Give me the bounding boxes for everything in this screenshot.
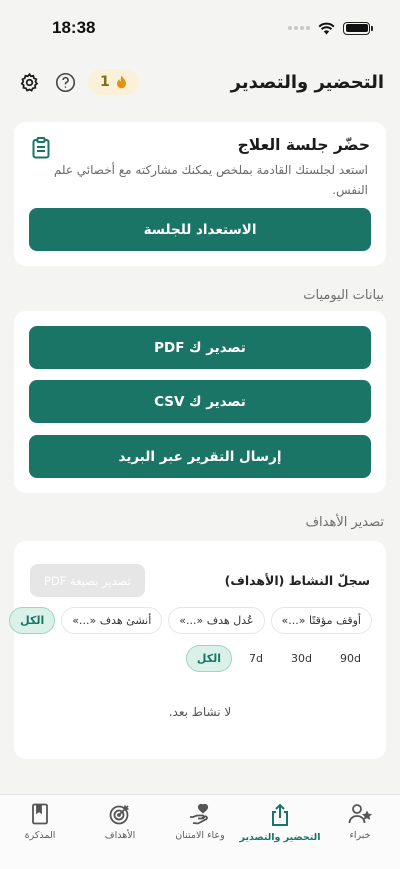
- wifi-icon: [318, 22, 335, 35]
- tab-goals[interactable]: [80, 803, 160, 869]
- share-export-icon: [269, 803, 291, 827]
- activity-log-title: سجلّ النشاط (الأهداف): [224, 573, 370, 588]
- export-csv-button[interactable]: تصدير ك CSV: [29, 380, 371, 423]
- flame-icon: [116, 75, 127, 89]
- empty-state-text: لا نشاط بعد.: [168, 705, 232, 719]
- tab-notebook[interactable]: [0, 803, 80, 869]
- tab-label: وعاء الامتنان: [175, 830, 225, 841]
- time-chip-30d[interactable]: 30d: [280, 645, 323, 672]
- gratitude-heart-icon: [188, 803, 212, 825]
- help-icon: [55, 72, 76, 93]
- filter-chip-edited[interactable]: عُدل هدف «...»: [168, 607, 264, 634]
- battery-icon: [343, 22, 370, 35]
- tab-gratitude[interactable]: [160, 803, 240, 869]
- header: [0, 56, 400, 108]
- tab-label: خبراء: [349, 830, 371, 841]
- filter-chip-paused[interactable]: أوقف مؤقتًا «...»: [271, 607, 372, 634]
- signal-icon: [288, 26, 310, 30]
- session-card-title: حضّر جلسة العلاج: [237, 136, 370, 154]
- target-icon: [109, 803, 131, 825]
- streak-badge[interactable]: [88, 69, 139, 95]
- status-time: 18:38: [52, 18, 96, 37]
- goals-section-label: تصدير الأهداف: [305, 515, 384, 530]
- goals-export-pdf-button[interactable]: تصدير بصيغة PDF: [30, 564, 145, 597]
- notebook-icon: [31, 803, 49, 825]
- gear-icon: [19, 72, 40, 93]
- bottom-tab-bar: [0, 794, 400, 869]
- goals-export-card: [14, 541, 386, 759]
- page-title: التحضير والتصدير: [230, 71, 384, 93]
- session-prep-card: [14, 122, 386, 266]
- type-filter-chips: [20, 607, 372, 634]
- time-filter-chips: [28, 645, 372, 672]
- email-report-button[interactable]: إرسال التقرير عبر البريد: [29, 435, 371, 478]
- tab-experts[interactable]: [320, 803, 400, 869]
- status-icons: [288, 22, 370, 35]
- help-button[interactable]: [52, 69, 78, 95]
- tab-label: المذكرة: [24, 830, 56, 841]
- filter-chip-all-types[interactable]: الكل: [9, 607, 55, 634]
- diary-export-card: [14, 311, 386, 493]
- time-chip-90d[interactable]: 90d: [329, 645, 372, 672]
- session-card-description: استعد لجلستك القادمة بملخص يمكنك مشاركته مع أخصائي علم النفس.: [53, 163, 368, 197]
- status-bar: [0, 0, 400, 56]
- tab-label: الأهداف: [104, 830, 136, 841]
- filter-chip-created[interactable]: أنشئ هدف «...»: [61, 607, 162, 634]
- export-pdf-button[interactable]: تصدير ك PDF: [29, 326, 371, 369]
- settings-button[interactable]: [16, 69, 42, 95]
- streak-count: 1: [100, 74, 110, 90]
- clipboard-icon: [32, 137, 50, 159]
- diary-section-label: بيانات اليوميات: [303, 288, 384, 303]
- experts-icon: [348, 803, 372, 825]
- prepare-session-button[interactable]: الاستعداد للجلسة: [29, 208, 371, 251]
- time-chip-all[interactable]: الكل: [186, 645, 232, 672]
- time-chip-7d[interactable]: 7d: [238, 645, 274, 672]
- tab-label: التحضير والتصدير: [239, 832, 321, 843]
- tab-prep-export[interactable]: [240, 803, 320, 869]
